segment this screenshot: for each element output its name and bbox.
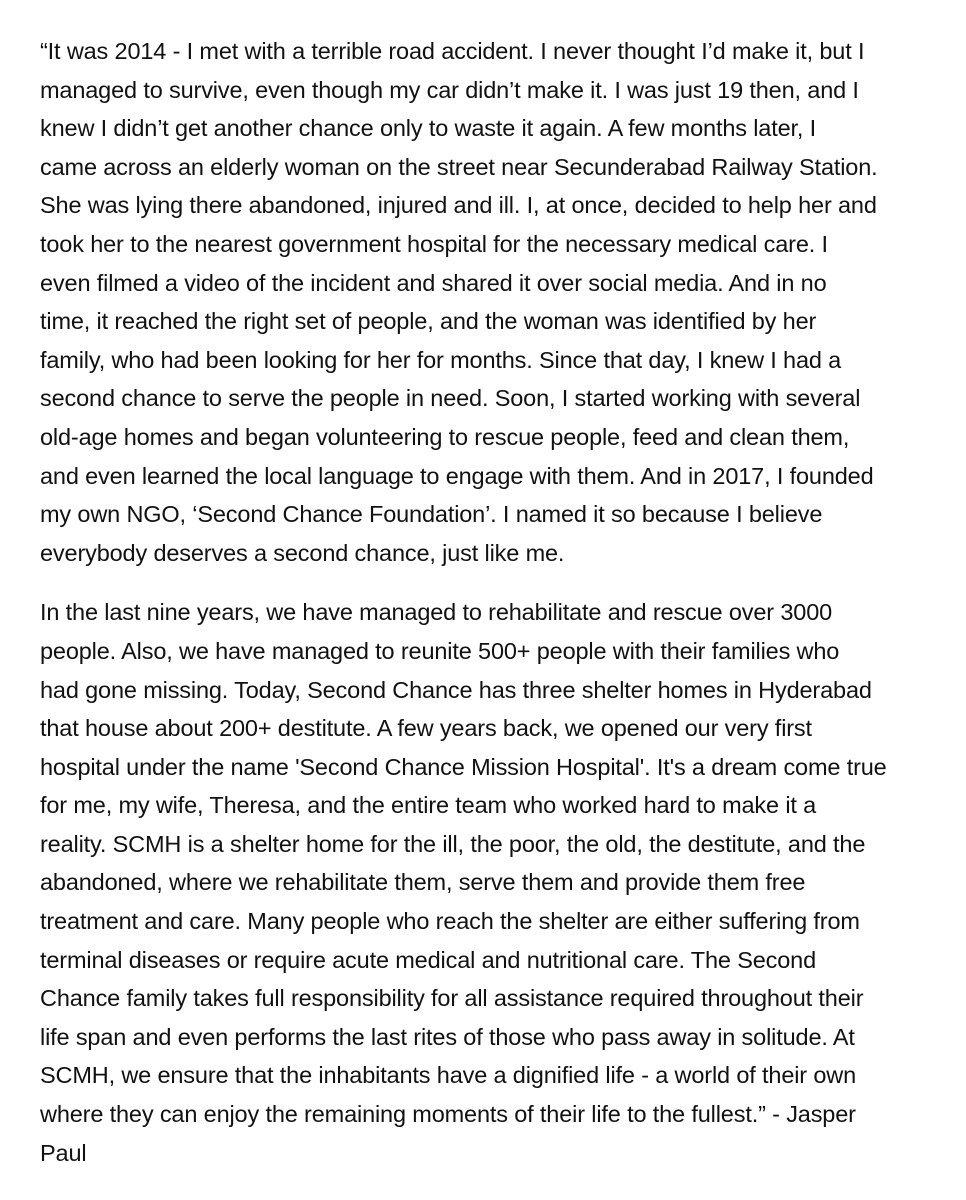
- text-line: and even learned the local language to engage with them. And in 2017, I founded: [40, 462, 874, 489]
- text-line: Paul: [40, 1139, 87, 1166]
- text-line: for me, my wife, Theresa, and the entire team who worked hard to make it a: [40, 792, 817, 819]
- text-line: Chance family takes full responsibility for all assistance required throughout their: [40, 985, 864, 1012]
- text-line: came across an elderly woman on the street near Secunderabad Railway Station.: [40, 153, 878, 180]
- quote-paragraph-1: [40, 32, 942, 572]
- text-line: people. Also, we have managed to reunite 500+ people with their families who: [40, 637, 840, 664]
- text-line: second chance to serve the people in need. Soon, I started working with several: [40, 385, 861, 412]
- text-line: SCMH, we ensure that the inhabitants have a dignified life - a world of their own: [40, 1062, 857, 1089]
- text-line: my own NGO, ‘Second Chance Foundation’. I named it so because I believe: [40, 501, 823, 528]
- text-line: even filmed a video of the incident and shared it over social media. And in no: [40, 269, 827, 296]
- text-line: “It was 2014 - I met with a terrible road accident. I never thought I’d make it, but I: [40, 38, 865, 64]
- text-line: family, who had been looking for her for months. Since that day, I knew I had a: [40, 346, 842, 373]
- text-line: abandoned, where we rehabilitate them, serve them and provide them free: [40, 869, 806, 896]
- text-line: everybody deserves a second chance, just like me.: [40, 539, 565, 566]
- text-line: where they can enjoy the remaining moments of their life to the fullest.” - Jasper: [40, 1101, 856, 1128]
- text-line: treatment and care. Many people who reach the shelter are either suffering from: [40, 908, 860, 935]
- text-line: that house about 200+ destitute. A few years back, we opened our very first: [40, 715, 812, 742]
- text-line: managed to survive, even though my car didn’t make it. I was just 19 then, and I: [40, 76, 859, 103]
- text-line: In the last nine years, we have managed to rehabilitate and rescue over 3000: [40, 599, 833, 626]
- text-line: reality. SCMH is a shelter home for the ill, the poor, the old, the destitute, and the: [40, 830, 866, 857]
- text-line: terminal diseases or require acute medical and nutritional care. The Second: [40, 946, 817, 973]
- text-line: time, it reached the right set of people, and the woman was identified by her: [40, 308, 817, 335]
- text-line: knew I didn’t get another chance only to waste it again. A few months later, I: [40, 115, 817, 142]
- text-line: took her to the nearest government hospital for the necessary medical care. I: [40, 230, 828, 257]
- quote-paragraph-2: [40, 593, 942, 1172]
- text-line: old-age homes and began volunteering to rescue people, feed and clean them,: [40, 423, 850, 450]
- text-line: She was lying there abandoned, injured and ill. I, at once, decided to help her and: [40, 192, 877, 219]
- text-line: hospital under the name 'Second Chance Mission Hospital'. It's a dream come true: [40, 753, 887, 780]
- text-line: life span and even performs the last rites of those who pass away in solitude. At: [40, 1023, 855, 1050]
- text-line: had gone missing. Today, Second Chance has three shelter homes in Hyderabad: [40, 676, 872, 703]
